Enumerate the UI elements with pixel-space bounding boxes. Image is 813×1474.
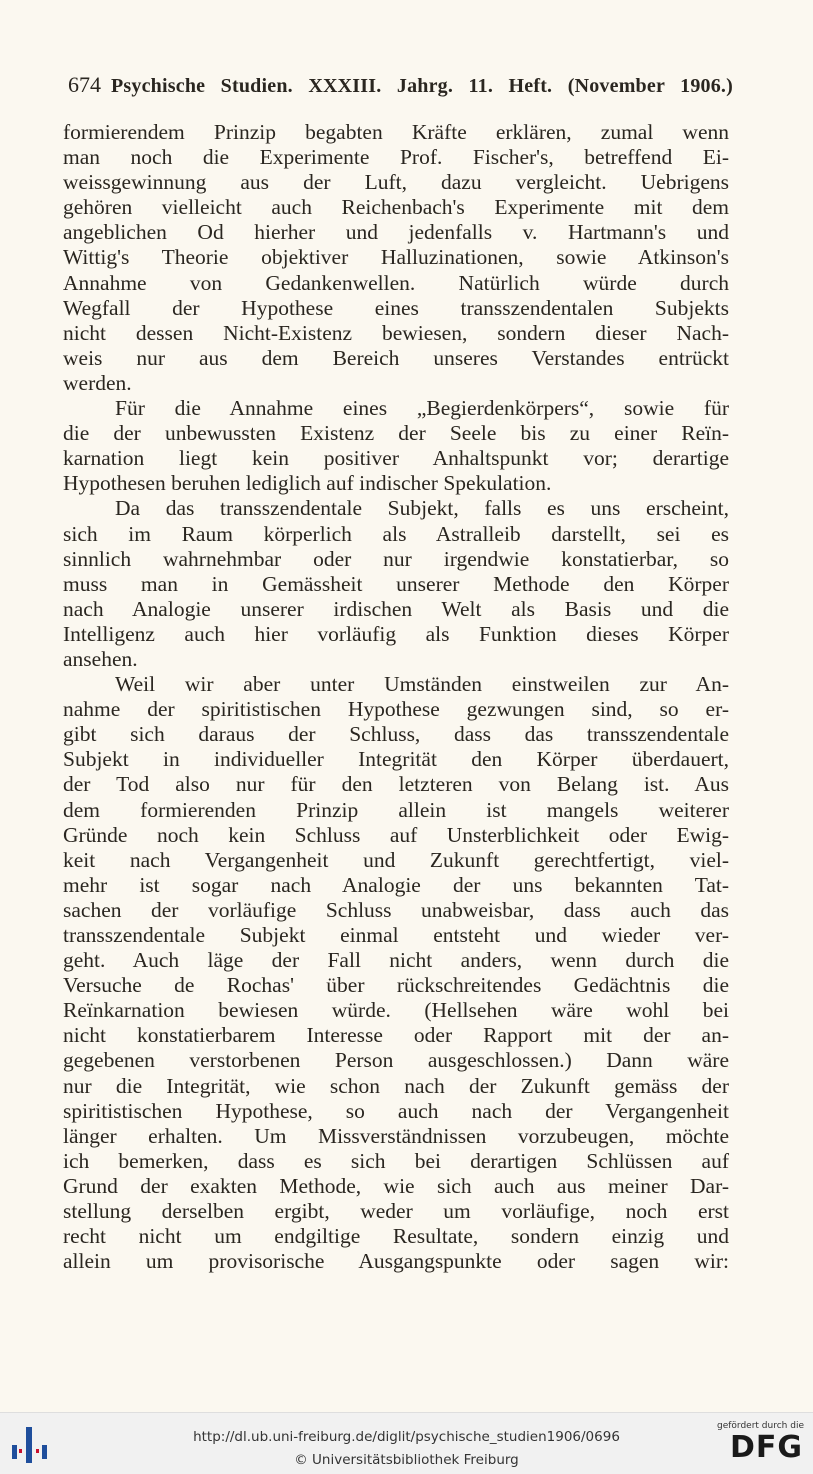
text-line: Reïnkarnation bewiesen würde. (Hellsehen wäre wohl bei: [63, 998, 729, 1023]
text-line: ansehen.: [63, 646, 138, 671]
text-line: weissgewinnung aus der Luft, dazu vergleicht. Uebrigens: [63, 170, 729, 195]
text-line: spiritistischen Hypothese, so auch nach der Vergangenheit: [63, 1098, 729, 1123]
text-line: ich bemerken, dass es sich bei derartigen Schlüssen auf: [63, 1148, 729, 1173]
text-line: nach Analogie unserer irdischen Welt als Basis und die: [63, 596, 729, 621]
text-line: Da das transszendentale Subjekt, falls es uns erscheint,: [115, 496, 729, 521]
text-line: keit nach Vergangenheit und Zukunft gerechtfertigt, viel-: [63, 847, 729, 872]
text-line: der Tod also nur für den letzteren von Belang ist. Aus: [63, 772, 729, 797]
text-line: Wittig's Theorie objektiver Halluzinationen, sowie Atkinson's: [63, 245, 729, 270]
copyright-notice: © Universitätsbibliothek Freiburg: [294, 1452, 519, 1468]
text-line: gibt sich daraus der Schluss, dass das transszendentale: [63, 722, 729, 747]
text-line: gehören vielleicht auch Reichenbach's Experimente mit dem: [63, 195, 729, 220]
body-text: [63, 120, 729, 1274]
text-line: nicht konstatierbarem Interesse oder Rapport mit der an-: [63, 1023, 729, 1048]
text-line: sachen der vorläufige Schluss unabweisbar, dass auch das: [63, 897, 729, 922]
text-line: mehr ist sogar nach Analogie der uns bekannten Tat-: [63, 872, 729, 897]
text-line: Hypothesen beruhen lediglich auf indischer Spekulation.: [63, 471, 552, 496]
text-line: formierendem Prinzip begabten Kräfte erklären, zumal wenn: [63, 120, 729, 144]
text-line: sinnlich wahrnehmbar oder nur irgendwie konstatierbar, so: [63, 546, 729, 571]
text-line: Intelligenz auch hier vorläufig als Funktion dieses Körper: [63, 621, 729, 646]
text-line: muss man in Gemässheit unserer Methode den Körper: [63, 571, 729, 596]
text-line: karnation liegt kein positiver Anhaltspunkt vor; derartige: [63, 446, 729, 471]
text-line: dem formierenden Prinzip allein ist mangels weiterer: [63, 797, 729, 822]
text-line: nicht dessen Nicht-Existenz bewiesen, sondern dieser Nach-: [63, 320, 729, 345]
text-line: transszendentale Subjekt einmal entsteht und wieder ver-: [63, 923, 729, 947]
text-line: werden.: [63, 370, 132, 395]
text-line: sich im Raum körperlich als Astralleib darstellt, sei es: [63, 521, 729, 546]
text-line: allein um provisorische Ausgangspunkte oder sagen wir:: [63, 1249, 729, 1274]
text-line: die der unbewussten Existenz der Seele bis zu einer Reïn-: [63, 421, 729, 446]
text-line: länger erhalten. Um Missverständnissen vorzubeugen, möchte: [63, 1123, 729, 1148]
text-line: Annahme von Gedankenwellen. Natürlich würde durch: [63, 270, 729, 295]
text-line: geht. Auch läge der Fall nicht anders, wenn durch die: [63, 948, 729, 973]
text-line: nur die Integrität, wie schon nach der Zukunft gemäss der: [63, 1073, 729, 1098]
text-line: Für die Annahme eines „Begierdenkörpers“, sowie für: [115, 396, 729, 421]
journal-title: Psychische Studien. XXXIII. Jahrg. 11. Heft. (November 1906.): [111, 75, 733, 97]
dfg-logo: [717, 1421, 803, 1469]
text-line: gegebenen verstorbenen Person ausgeschlossen.) Dann wäre: [63, 1048, 729, 1073]
permalink-url[interactable]: http://dl.ub.uni-freiburg.de/diglit/psychische_studien1906/0696: [193, 1429, 620, 1445]
text-line: weis nur aus dem Bereich unseres Verstandes entrückt: [63, 345, 729, 370]
running-header: [68, 72, 733, 98]
text-line: nahme der spiritistischen Hypothese gezwungen sind, so er-: [63, 697, 729, 722]
text-line: stellung derselben ergibt, weder um vorläufige, noch erst: [63, 1199, 729, 1224]
viewer-footer: [0, 1412, 813, 1474]
text-line: Subjekt in individueller Integrität den Körper überdauert,: [63, 747, 729, 772]
page-number: 674: [68, 72, 101, 97]
text-line: Wegfall der Hypothese eines transszendentalen Subjekts: [63, 295, 729, 320]
text-line: Gründe noch kein Schluss auf Unsterblichkeit oder Ewig-: [63, 822, 729, 847]
text-line: angeblichen Od hierher und jedenfalls v. Hartmann's und: [63, 220, 729, 245]
text-line: Versuche de Rochas' über rückschreitendes Gedächtnis die: [63, 973, 729, 998]
text-line: recht nicht um endgiltige Resultate, sondern einzig und: [63, 1224, 729, 1249]
dfg-logo-text: DFG: [729, 1430, 803, 1465]
text-line: Weil wir aber unter Umständen einstweilen zur An-: [115, 672, 729, 697]
text-line: man noch die Experimente Prof. Fischer's, betreffend Ei-: [63, 145, 729, 170]
dfg-funding-note: gefördert durch die: [717, 1421, 804, 1431]
text-line: Grund der exakten Methode, wie sich auch aus meiner Dar-: [63, 1173, 729, 1198]
